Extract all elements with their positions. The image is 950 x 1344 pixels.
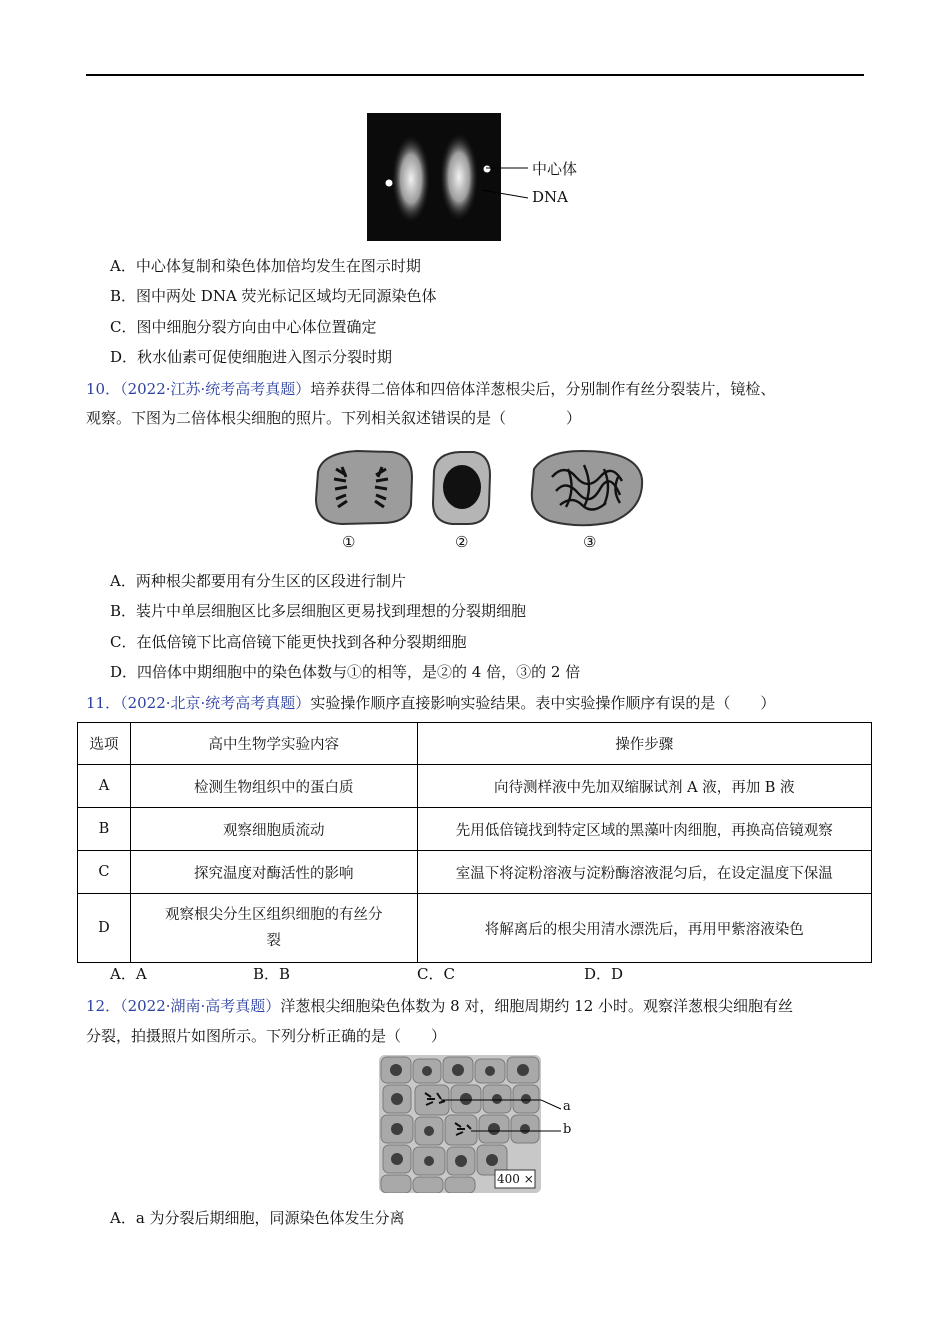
table-row — [78, 808, 872, 851]
dna-label: DNA — [532, 188, 568, 206]
q11-option-b: B．B — [253, 965, 291, 983]
figure-label-3: ③ — [583, 533, 597, 551]
table-cell: 探究温度对酶活性的影响 — [130, 851, 417, 894]
table-row — [78, 765, 872, 808]
table-header-row — [78, 723, 872, 765]
table-header: 选项 — [78, 723, 131, 765]
table-header: 操作步骤 — [417, 723, 871, 765]
onion-root-tip-micrograph — [379, 1055, 541, 1193]
q11-option-a: A．A — [110, 965, 147, 983]
q12-stem-line1 — [86, 994, 793, 1018]
q10-stem-text: 培养获得二倍体和四倍体洋葱根尖后，分别制作有丝分裂装片，镜检、 — [310, 380, 776, 398]
q12-stem-line2: 分裂，拍摄照片如图所示。下列分析正确的是（ ） — [86, 1027, 447, 1045]
q10-source: （2022·江苏·统考高考真题） — [120, 380, 311, 398]
q12-option-a: A．a 为分裂后期细胞，同源染色体发生分离 — [110, 1209, 405, 1227]
table-cell-line: 裂 — [266, 933, 282, 949]
q10-option-d: D．四倍体中期细胞中的染色体数与①的相等，是②的 4 倍，③的 2 倍 — [110, 663, 581, 681]
q11-source: （2022·北京·统考高考真题） — [120, 694, 311, 712]
q10-number: 10． — [86, 380, 121, 398]
header-rule — [86, 74, 864, 76]
q9-option-b: B．图中两处 DNA 荧光标记区域均无同源染色体 — [110, 287, 437, 305]
q10-option-c: C．在低倍镜下比高倍镜下能更快找到各种分裂期细胞 — [110, 633, 467, 651]
label-a: a — [563, 1099, 571, 1114]
q11-stem-text: 实验操作顺序直接影响实验结果。表中实验操作顺序有误的是（ ） — [310, 694, 776, 712]
q9-option-d: D．秋水仙素可促使细胞进入图示分裂时期 — [110, 348, 393, 366]
table-cell: 观察细胞质流动 — [130, 808, 417, 851]
experiment-table — [77, 722, 872, 963]
table-row — [78, 894, 872, 963]
figure-leader-lines — [480, 160, 530, 210]
table-cell: B — [78, 808, 131, 851]
table-cell: A — [78, 765, 131, 808]
cell-1-anaphase — [316, 451, 412, 524]
q9-option-c: C．图中细胞分裂方向由中心体位置确定 — [110, 318, 377, 336]
table-cell: 先用低倍镜找到特定区域的黑藻叶肉细胞，再换高倍镜观察 — [417, 808, 871, 851]
cell-2-interphase — [433, 452, 490, 524]
q12-stem-text: 洋葱根尖细胞染色体数为 8 对，细胞周期约 12 小时。观察洋葱根尖细胞有丝 — [280, 997, 794, 1015]
table-cell: 室温下将淀粉溶液与淀粉酶溶液混匀后，在设定温度下保温 — [417, 851, 871, 894]
q12-source: （2022·湖南·高考真题） — [120, 997, 281, 1015]
label-b: b — [563, 1122, 572, 1137]
q11-option-c: C．C — [417, 965, 455, 983]
q11-answer-options — [0, 962, 950, 986]
table-cell: 检测生物组织中的蛋白质 — [130, 765, 417, 808]
table-cell — [130, 894, 417, 963]
micrograph-leader-lines — [541, 1099, 563, 1133]
q10-option-b: B．装片中单层细胞区比多层细胞区更易找到理想的分裂期细胞 — [110, 602, 527, 620]
q12-number: 12． — [86, 997, 121, 1015]
q10-stem-line2: 观察。下图为二倍体根尖细胞的照片。下列相关叙述错误的是（ ） — [86, 409, 582, 427]
q11-stem — [86, 691, 775, 715]
magnification-label: 400 × — [497, 1172, 534, 1186]
q10-option-a: A．两种根尖都要用有分生区的区段进行制片 — [110, 572, 406, 590]
q10-stem-line1 — [86, 377, 775, 401]
table-row — [78, 851, 872, 894]
root-tip-cells-figure — [312, 447, 647, 561]
table-cell: 向待测样液中先加双缩脲试剂 A 液，再加 B 液 — [417, 765, 871, 808]
table-cell-line: 观察根尖分生区组织细胞的有丝分 — [165, 907, 383, 923]
table-cell: 将解离后的根尖用清水漂洗后，再用甲紫溶液染色 — [417, 894, 871, 963]
table-cell: C — [78, 851, 131, 894]
table-cell: D — [78, 894, 131, 963]
figure-label-1: ① — [342, 533, 356, 551]
q11-number: 11． — [86, 694, 121, 712]
q9-option-a: A．中心体复制和染色体加倍均发生在图示时期 — [110, 257, 421, 275]
centrosome-label: 中心体 — [532, 160, 578, 178]
table-header: 高中生物学实验内容 — [130, 723, 417, 765]
q11-option-d: D．D — [584, 965, 624, 983]
figure-label-2: ② — [455, 533, 469, 551]
cell-3-prophase — [532, 451, 642, 525]
